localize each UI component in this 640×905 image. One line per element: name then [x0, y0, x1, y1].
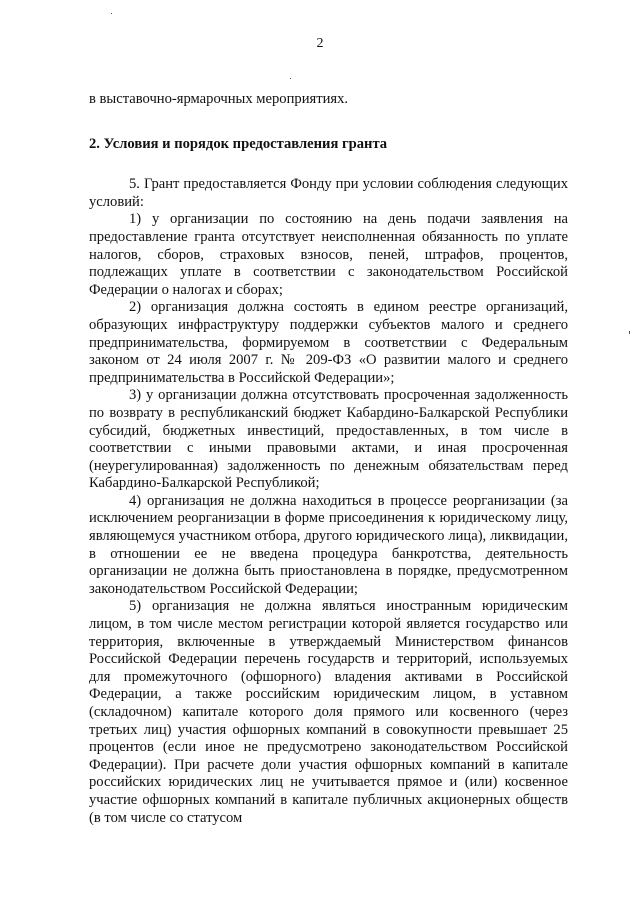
paragraph-item-5: 5) организация не должна являться иностранным юридическим лицом, в том числе местом регистрации которой является государство или территория, включенные в утверждаемый Министерством финансов Российской Федерации перечень государств и территорий, используемых для промежуточного (офшорного) владения активами в Российской Федерации, а также российским юридическим лицом, в уставном (складочном) капитале которого доля прямого или косвенного (через третьих лиц) участия офшорных компаний в совокупности превышает 25 процентов (если иное не предусмотрено законодательством Российской Федерации). При расчете доли участия офшорных компаний в капитале российских юридических лиц не учитывается прямое и (или) косвенное участие офшорных компаний в капитале публичных акционерных обществ (в том числе со статусом — [89, 598, 568, 826]
paragraph-item-1: 1) у организации по состоянию на день подачи заявления на предоставление гранта отсутствует неисполненная обязанность по уплате налогов, сборов, страховых взносов, пеней, штрафов, процентов, подлежащих уплате в соответствии с законодательством Российской Федерации о налогах и сборах; — [89, 211, 568, 298]
scan-speck — [290, 78, 291, 79]
intro-line: в выставочно-ярмарочных мероприятиях. — [89, 91, 349, 107]
section-heading: 2. Условия и порядок предоставления гранта — [89, 135, 388, 152]
paragraph-5: 5. Грант предоставляется Фонду при условии соблюдения следующих условий: — [89, 176, 568, 210]
paragraph-item-3: 3) у организации должна отсутствовать просроченная задолженность по возврату в республиканский бюджет Кабардино-Балкарской Республики субсидий, бюджетных инвестиций, предоставленных, в том числе в соответствии с иными правовыми актами, и иная просроченная (неурегулированная) задолженность по денежным обязательствам перед Кабардино-Балкарской Республикой; — [89, 387, 568, 492]
page-number: 2 — [316, 36, 324, 51]
paragraph-item-2: 2) организация должна состоять в едином реестре организаций, образующих инфраструктуру поддержки субъектов малого и среднего предпринимательства, формируемом в соответствии с Федеральным законом от 24 июля 2007 г. № 209-ФЗ «О развитии малого и среднего предпринимательства в Российской Федерации»; — [89, 299, 568, 386]
scan-speck — [111, 13, 112, 14]
document-body — [89, 91, 568, 827]
scan-speck — [629, 331, 630, 334]
paragraph-item-4: 4) организация не должна находиться в процессе реорганизации (за исключением реорганизации в форме присоединения к юридическому лицу, являющемуся участником отбора, другого юридического лица), ликвидации, в отношении ее не введена процедура банкротства, деятельность организации не должна быть приостановлена в порядке, предусмотренном законодательством Российской Федерации; — [89, 492, 568, 597]
